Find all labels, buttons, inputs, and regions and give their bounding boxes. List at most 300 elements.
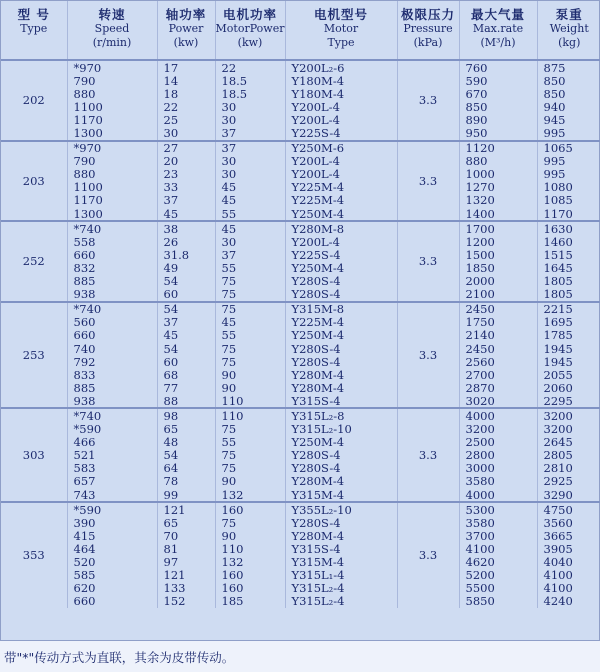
- motor-type-cell: Y280S-4: [285, 355, 397, 368]
- motor-type-cell: Y315L₁-4: [285, 569, 397, 582]
- speed-cell: 790: [67, 155, 157, 168]
- motor-type-cell: Y315M-8: [285, 302, 397, 316]
- max-rate-cell: 4620: [459, 555, 537, 568]
- speed-cell: 1300: [67, 207, 157, 221]
- weight-cell: 850: [543, 87, 566, 101]
- weight-cell: 1785: [543, 328, 573, 342]
- motor-power-cell: 185: [215, 595, 285, 608]
- motor-power-cell: 132: [215, 555, 285, 568]
- pump-type-cell: 203: [1, 141, 67, 222]
- speed-cell: 1170: [67, 113, 157, 126]
- motor-power-cell: 90: [215, 529, 285, 542]
- power-cell: 26: [157, 235, 215, 248]
- motor-type-cell: Y315L₂-4: [285, 595, 397, 608]
- motor-type-cell: Y250M-4: [285, 261, 397, 274]
- weight-cell: 945: [543, 113, 566, 127]
- motor-power-cell: 45: [215, 316, 285, 329]
- speed-cell: 657: [67, 475, 157, 488]
- header-row: [1, 1, 600, 60]
- speed-cell: 832: [67, 261, 157, 274]
- speed-cell: 660: [67, 329, 157, 342]
- speed-cell: 390: [67, 516, 157, 529]
- speed-cell: 938: [67, 394, 157, 408]
- weight-cell: 4100: [543, 581, 573, 595]
- speed-cell: 792: [67, 355, 157, 368]
- power-cell: 121: [157, 569, 215, 582]
- motor-type-cell: Y315M-4: [285, 488, 397, 502]
- max-rate-cell: 4000: [459, 408, 537, 422]
- weight-cell: 3560: [543, 516, 573, 530]
- motor-type-cell: Y315M-4: [285, 555, 397, 568]
- table-row: [1, 394, 600, 408]
- motor-power-cell: 55: [215, 329, 285, 342]
- table-row: [1, 316, 600, 329]
- power-cell: 30: [157, 126, 215, 140]
- motor-power-cell: 45: [215, 221, 285, 235]
- weight-cell: 3200: [537, 408, 600, 422]
- power-cell: 99: [157, 488, 215, 502]
- pressure-cell: 3.3: [397, 141, 459, 222]
- motor-power-cell: 75: [215, 342, 285, 355]
- motor-power-cell: 30: [215, 113, 285, 126]
- power-cell: 54: [157, 449, 215, 462]
- weight-cell: 995: [543, 154, 566, 168]
- max-rate-cell: 3000: [459, 462, 537, 475]
- max-rate-cell: 2870: [459, 381, 537, 394]
- power-cell: 48: [157, 436, 215, 449]
- max-rate-cell: 1700: [459, 221, 537, 235]
- pump-type-cell: 202: [1, 60, 67, 141]
- table-row: [1, 449, 600, 462]
- power-cell: 33: [157, 181, 215, 194]
- power-cell: 97: [157, 555, 215, 568]
- weight-cell: 2805: [543, 448, 573, 462]
- weight-cell: 1945: [543, 341, 573, 356]
- motor-power-cell: 37: [215, 141, 285, 155]
- power-cell: 49: [157, 261, 215, 274]
- motor-power-cell: 30: [215, 155, 285, 168]
- pump-type-cell: 253: [1, 302, 67, 409]
- motor-power-cell: 55: [215, 261, 285, 274]
- motor-power-cell: 90: [215, 381, 285, 394]
- power-cell: 54: [157, 275, 215, 288]
- table-row: [1, 595, 600, 608]
- weight-cell: 1080: [543, 180, 573, 194]
- motor-type-cell: Y315L₂-10: [285, 423, 397, 436]
- speed-cell: 885: [67, 275, 157, 288]
- weight-cell: 4040: [543, 555, 573, 569]
- max-rate-cell: 1320: [459, 194, 537, 207]
- power-cell: 37: [157, 316, 215, 329]
- motor-power-cell: 18.5: [215, 74, 285, 87]
- max-rate-cell: 850: [459, 100, 537, 113]
- weight-cell: 1695: [543, 315, 573, 329]
- max-rate-cell: 1270: [459, 181, 537, 194]
- pump-type-cell: 353: [1, 502, 67, 608]
- motor-type-cell: Y280M-4: [285, 529, 397, 542]
- table-row: [1, 181, 600, 194]
- max-rate-cell: 1850: [459, 261, 537, 274]
- motor-power-cell: 55: [215, 207, 285, 221]
- table-row: [1, 355, 600, 368]
- motor-type-cell: Y250M-4: [285, 207, 397, 221]
- motor-type-cell: Y180M-4: [285, 74, 397, 87]
- table-row: [1, 488, 600, 502]
- power-cell: 88: [157, 394, 215, 408]
- header-power: 轴功率 Power (kw): [157, 1, 215, 60]
- motor-type-cell: Y250M-4: [285, 329, 397, 342]
- table-row: [1, 261, 600, 274]
- power-cell: 54: [157, 342, 215, 355]
- speed-cell: *590: [67, 502, 157, 516]
- motor-type-cell: Y280S-4: [285, 275, 397, 288]
- motor-power-cell: 55: [215, 436, 285, 449]
- motor-power-cell: 45: [215, 181, 285, 194]
- speed-cell: 880: [67, 87, 157, 100]
- motor-power-cell: 30: [215, 235, 285, 248]
- table-row: [1, 475, 600, 488]
- weight-cell: 2810: [543, 461, 573, 475]
- header-type: 型 号 Type: [1, 1, 67, 60]
- motor-type-cell: Y315L₂-8: [285, 408, 397, 422]
- motor-power-cell: 75: [215, 302, 285, 316]
- max-rate-cell: 2450: [459, 342, 537, 355]
- motor-type-cell: Y250M-4: [285, 436, 397, 449]
- motor-type-cell: Y280S-4: [285, 288, 397, 302]
- power-cell: 64: [157, 462, 215, 475]
- motor-type-cell: Y315L₂-4: [285, 582, 397, 595]
- speed-cell: 885: [67, 381, 157, 394]
- pump-type-cell: 252: [1, 221, 67, 302]
- speed-cell: 660: [67, 595, 157, 608]
- weight-cell: 2215: [537, 302, 600, 316]
- weight-cell: 1805: [543, 274, 573, 288]
- max-rate-cell: 5500: [459, 582, 537, 595]
- header-pressure: 极限压力 Pressure (kPa): [397, 1, 459, 60]
- power-cell: 27: [157, 141, 215, 155]
- motor-type-cell: Y225M-4: [285, 181, 397, 194]
- motor-power-cell: 30: [215, 168, 285, 181]
- max-rate-cell: 1750: [459, 316, 537, 329]
- weight-cell: 4240: [543, 594, 573, 608]
- power-cell: 37: [157, 194, 215, 207]
- motor-power-cell: 75: [215, 462, 285, 475]
- weight-cell: 1515: [543, 248, 573, 262]
- power-cell: 133: [157, 582, 215, 595]
- weight-cell: 3665: [543, 529, 573, 543]
- pressure-cell: 3.3: [397, 221, 459, 302]
- max-rate-cell: 3200: [459, 423, 537, 436]
- speed-cell: 585: [67, 569, 157, 582]
- motor-power-cell: 75: [215, 516, 285, 529]
- header-speed: 转速 Speed (r/min): [67, 1, 157, 60]
- table-row: [1, 74, 600, 87]
- table-row: [1, 423, 600, 436]
- max-rate-cell: 670: [459, 87, 537, 100]
- motor-power-cell: 30: [215, 100, 285, 113]
- table-row: [1, 100, 600, 113]
- motor-power-cell: 132: [215, 488, 285, 502]
- speed-cell: 833: [67, 368, 157, 381]
- motor-type-cell: Y315S-4: [285, 394, 397, 408]
- max-rate-cell: 5200: [459, 569, 537, 582]
- pressure-cell: 3.3: [397, 408, 459, 502]
- motor-type-cell: Y280M-4: [285, 381, 397, 394]
- table-row: [1, 168, 600, 181]
- speed-cell: 466: [67, 436, 157, 449]
- motor-power-cell: 110: [215, 394, 285, 408]
- max-rate-cell: 1400: [459, 207, 537, 221]
- motor-type-cell: Y225M-4: [285, 194, 397, 207]
- speed-cell: 660: [67, 248, 157, 261]
- motor-power-cell: 45: [215, 194, 285, 207]
- speed-cell: 880: [67, 168, 157, 181]
- power-cell: 65: [157, 423, 215, 436]
- motor-power-cell: 22: [215, 60, 285, 74]
- max-rate-cell: 3580: [459, 516, 537, 529]
- motor-type-cell: Y280M-8: [285, 221, 397, 235]
- table-row: [1, 381, 600, 394]
- weight-cell: 1630: [537, 221, 600, 235]
- header-motor-power: 电机功率 MotorPower (kw): [215, 1, 285, 60]
- motor-power-cell: 160: [215, 502, 285, 516]
- table-row: [1, 516, 600, 529]
- motor-type-cell: Y280S-4: [285, 449, 397, 462]
- speed-cell: 520: [67, 555, 157, 568]
- speed-cell: *740: [67, 221, 157, 235]
- weight-cell: 3200: [543, 422, 573, 436]
- power-cell: 68: [157, 368, 215, 381]
- power-cell: 23: [157, 168, 215, 181]
- motor-type-cell: Y280M-4: [285, 475, 397, 488]
- weight-cell: 995: [543, 126, 566, 141]
- table-row: [1, 221, 600, 235]
- max-rate-cell: 2450: [459, 302, 537, 316]
- speed-cell: 1100: [67, 100, 157, 113]
- power-cell: 81: [157, 542, 215, 555]
- table-row: [1, 555, 600, 568]
- table-row: [1, 248, 600, 261]
- max-rate-cell: 1000: [459, 168, 537, 181]
- max-rate-cell: 2800: [459, 449, 537, 462]
- table-row: [1, 582, 600, 595]
- max-rate-cell: 1200: [459, 235, 537, 248]
- motor-type-cell: Y280S-4: [285, 462, 397, 475]
- max-rate-cell: 2500: [459, 436, 537, 449]
- max-rate-cell: 950: [459, 126, 537, 140]
- power-cell: 54: [157, 302, 215, 316]
- motor-type-cell: Y280S-4: [285, 342, 397, 355]
- table-row: [1, 113, 600, 126]
- max-rate-cell: 2140: [459, 329, 537, 342]
- pump-type-cell: 303: [1, 408, 67, 502]
- power-cell: 17: [157, 60, 215, 74]
- table-body: [1, 60, 600, 608]
- speed-cell: 558: [67, 235, 157, 248]
- weight-cell: 1085: [543, 193, 573, 208]
- table-row: [1, 141, 600, 155]
- pressure-cell: 3.3: [397, 502, 459, 608]
- motor-power-cell: 75: [215, 275, 285, 288]
- weight-cell: 1645: [543, 261, 573, 275]
- weight-cell: 4100: [543, 568, 573, 582]
- max-rate-cell: 2560: [459, 355, 537, 368]
- speed-cell: 583: [67, 462, 157, 475]
- table-row: [1, 462, 600, 475]
- table-row: [1, 288, 600, 302]
- max-rate-cell: 3700: [459, 529, 537, 542]
- power-cell: 65: [157, 516, 215, 529]
- weight-cell: 1170: [543, 207, 573, 221]
- speed-cell: 743: [67, 488, 157, 502]
- motor-power-cell: 18.5: [215, 87, 285, 100]
- table-row: [1, 436, 600, 449]
- power-cell: 22: [157, 100, 215, 113]
- speed-cell: 620: [67, 582, 157, 595]
- max-rate-cell: 1120: [459, 141, 537, 155]
- weight-cell: 1065: [537, 141, 600, 155]
- speed-cell: 938: [67, 288, 157, 302]
- power-cell: 78: [157, 475, 215, 488]
- power-cell: 20: [157, 155, 215, 168]
- power-cell: 121: [157, 502, 215, 516]
- motor-power-cell: 90: [215, 368, 285, 381]
- table-row: [1, 87, 600, 100]
- motor-power-cell: 75: [215, 355, 285, 368]
- weight-cell: 1945: [543, 355, 573, 369]
- speed-cell: 560: [67, 316, 157, 329]
- max-rate-cell: 2000: [459, 275, 537, 288]
- speed-cell: 464: [67, 542, 157, 555]
- max-rate-cell: 760: [459, 60, 537, 74]
- weight-cell: 3905: [543, 542, 573, 556]
- motor-power-cell: 90: [215, 475, 285, 488]
- speed-cell: *970: [67, 60, 157, 74]
- weight-cell: 2055: [543, 368, 573, 382]
- table-row: [1, 126, 600, 140]
- max-rate-cell: 4100: [459, 542, 537, 555]
- motor-power-cell: 160: [215, 569, 285, 582]
- header-max-rate: 最大气量 Max.rate (M³/h): [459, 1, 537, 60]
- motor-power-cell: 110: [215, 408, 285, 422]
- pressure-cell: 3.3: [397, 60, 459, 141]
- max-rate-cell: 590: [459, 74, 537, 87]
- motor-type-cell: Y225M-4: [285, 316, 397, 329]
- motor-type-cell: Y280S-4: [285, 516, 397, 529]
- max-rate-cell: 5300: [459, 502, 537, 516]
- motor-type-cell: Y200L-4: [285, 168, 397, 181]
- speed-cell: 1100: [67, 181, 157, 194]
- power-cell: 45: [157, 207, 215, 221]
- header-motor-type: 电机型号 Motor Type: [285, 1, 397, 60]
- motor-power-cell: 110: [215, 542, 285, 555]
- table-row: [1, 302, 600, 316]
- weight-cell: 2295: [543, 394, 573, 408]
- weight-cell: 875: [543, 60, 566, 75]
- table-row: [1, 342, 600, 355]
- speed-cell: *590: [67, 423, 157, 436]
- motor-type-cell: Y355L₂-10: [285, 502, 397, 516]
- max-rate-cell: 880: [459, 155, 537, 168]
- speed-cell: 1170: [67, 194, 157, 207]
- speed-cell: *970: [67, 141, 157, 155]
- max-rate-cell: 890: [459, 113, 537, 126]
- motor-power-cell: 160: [215, 582, 285, 595]
- max-rate-cell: 1500: [459, 248, 537, 261]
- motor-type-cell: Y250M-6: [285, 141, 397, 155]
- weight-cell: 940: [543, 100, 566, 114]
- max-rate-cell: 3580: [459, 475, 537, 488]
- motor-power-cell: 37: [215, 248, 285, 261]
- motor-power-cell: 75: [215, 423, 285, 436]
- power-cell: 77: [157, 381, 215, 394]
- power-cell: 98: [157, 408, 215, 422]
- power-cell: 14: [157, 74, 215, 87]
- table-row: [1, 329, 600, 342]
- footnote: 带"*"传动方式为直联，其余为皮带传动。: [4, 650, 235, 665]
- power-cell: 31.8: [157, 248, 215, 261]
- power-cell: 38: [157, 221, 215, 235]
- table-row: [1, 529, 600, 542]
- table-row: [1, 60, 600, 74]
- weight-cell: 2060: [543, 381, 573, 395]
- weight-cell: 3290: [543, 488, 573, 502]
- table-row: [1, 275, 600, 288]
- motor-type-cell: Y200L-4: [285, 113, 397, 126]
- power-cell: 45: [157, 329, 215, 342]
- motor-type-cell: Y200L-4: [285, 100, 397, 113]
- weight-cell: 1460: [543, 235, 573, 249]
- max-rate-cell: 2100: [459, 288, 537, 302]
- table-row: [1, 155, 600, 168]
- max-rate-cell: 4000: [459, 488, 537, 502]
- motor-type-cell: Y225S-4: [285, 126, 397, 140]
- power-cell: 60: [157, 288, 215, 302]
- weight-cell: 995: [543, 167, 566, 181]
- motor-type-cell: Y200L₂-6: [285, 60, 397, 74]
- max-rate-cell: 5850: [459, 595, 537, 608]
- table-row: [1, 569, 600, 582]
- weight-cell: 2645: [543, 435, 573, 449]
- motor-power-cell: 75: [215, 449, 285, 462]
- table-row: [1, 207, 600, 221]
- motor-type-cell: Y280M-4: [285, 368, 397, 381]
- power-cell: 70: [157, 529, 215, 542]
- speed-cell: 740: [67, 342, 157, 355]
- motor-type-cell: Y200L-4: [285, 235, 397, 248]
- speed-cell: *740: [67, 302, 157, 316]
- speed-cell: 790: [67, 74, 157, 87]
- max-rate-cell: 2700: [459, 368, 537, 381]
- weight-cell: 2925: [543, 474, 573, 488]
- table-row: [1, 368, 600, 381]
- motor-power-cell: 37: [215, 126, 285, 140]
- max-rate-cell: 3020: [459, 394, 537, 408]
- speed-cell: 521: [67, 449, 157, 462]
- power-cell: 18: [157, 87, 215, 100]
- power-cell: 60: [157, 355, 215, 368]
- table-row: [1, 502, 600, 516]
- table-row: [1, 542, 600, 555]
- motor-type-cell: Y180M-4: [285, 87, 397, 100]
- pressure-cell: 3.3: [397, 302, 459, 409]
- power-cell: 25: [157, 113, 215, 126]
- weight-cell: 1805: [543, 287, 573, 302]
- motor-power-cell: 75: [215, 288, 285, 302]
- table-row: [1, 408, 600, 422]
- motor-type-cell: Y225S-4: [285, 248, 397, 261]
- header-weight: 泵重 Weight (kg): [537, 1, 600, 60]
